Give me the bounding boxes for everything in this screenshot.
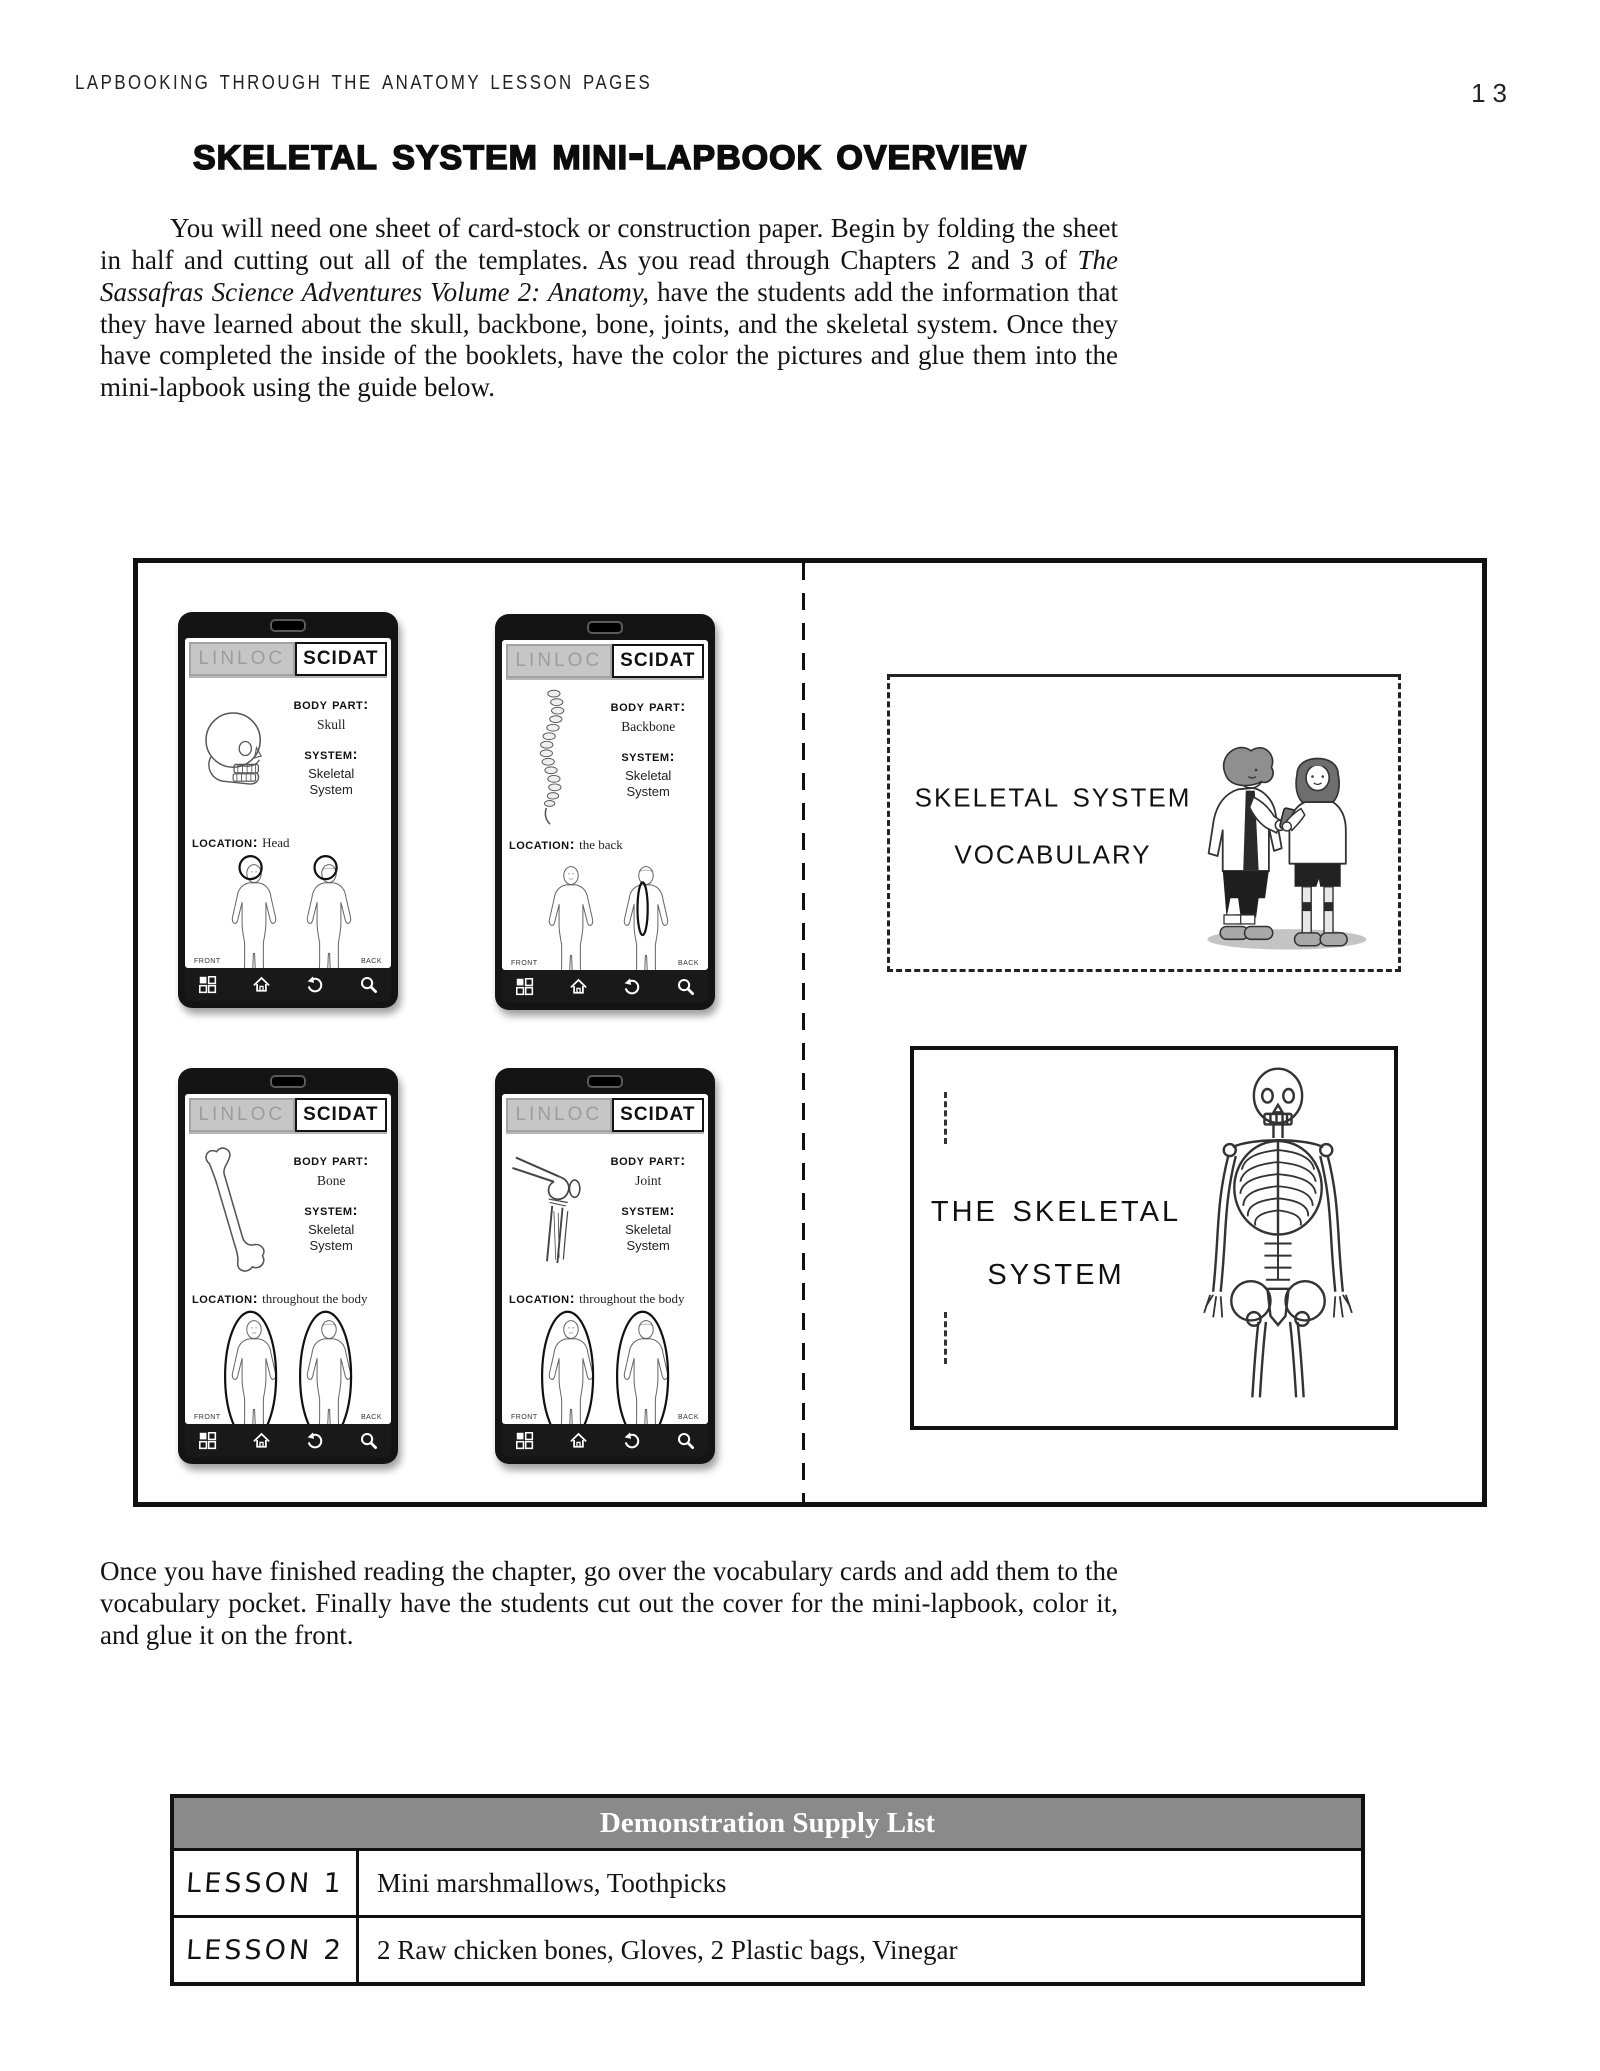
demonstration-supply-table xyxy=(170,1794,1365,1986)
body-part-value: Backbone xyxy=(621,719,676,734)
lesson-2-cell: LESSON 2 xyxy=(170,1917,360,1985)
home-icon xyxy=(252,975,271,994)
location-value: the back xyxy=(579,837,623,852)
vocabulary-pocket-card xyxy=(887,674,1401,972)
body-front-figure xyxy=(220,854,281,968)
location-label: location: xyxy=(192,834,259,851)
tab-scidat: SCIDAT xyxy=(612,1098,704,1132)
search-icon xyxy=(359,975,378,994)
system-value: Skeletal System xyxy=(625,1222,672,1254)
back-icon xyxy=(622,977,641,996)
body-front-figure xyxy=(220,1310,281,1424)
lapbook-guide-figure xyxy=(133,558,1487,1507)
back-label: back xyxy=(360,954,382,966)
tab-scidat: SCIDAT xyxy=(612,644,704,678)
tab-scidat: SCIDAT xyxy=(295,642,387,676)
skull-illustration xyxy=(192,682,278,830)
front-label: front xyxy=(511,956,538,968)
body-part-value: Joint xyxy=(635,1173,662,1188)
cut-mark xyxy=(944,1092,947,1144)
skeleton-illustration xyxy=(1180,1062,1376,1415)
scidat-phone-joint xyxy=(495,1068,715,1464)
scidat-phone-backbone xyxy=(495,614,715,1010)
tab-linloc: LINLOC xyxy=(506,644,612,678)
system-label: system: xyxy=(621,748,676,765)
cut-mark xyxy=(944,1312,947,1364)
back-icon xyxy=(305,975,324,994)
phone-navbar xyxy=(185,1424,391,1457)
tab-linloc: LINLOC xyxy=(189,642,295,676)
scidat-phone-bone xyxy=(178,1068,398,1464)
page-header xyxy=(75,64,1514,109)
tab-linloc: LINLOC xyxy=(506,1098,612,1132)
apps-grid-icon xyxy=(515,977,534,996)
two-kids-with-phone-illustration xyxy=(1174,738,1392,961)
lesson-1-supplies: Mini marshmallows, Toothpicks xyxy=(358,1850,1364,1917)
system-label: system: xyxy=(304,746,359,763)
closing-paragraph: Once you have finished reading the chapter, go over the vocabulary cards and add them to the vocabulary pocket. Finally have the students cut out the cover for the mini-lapbook, color it, and glue it on the front. xyxy=(100,1556,1118,1650)
intro-text-post: have the students add the information that they have learned about the skull, backbone, bone, joints, and the skeletal system. Once they have completed the inside of the booklets, have the color the pictures and glue them into the mini-lapbook using the guide below. xyxy=(100,276,1118,403)
phone-speaker xyxy=(587,621,623,634)
fold-line-divider xyxy=(802,563,805,1502)
body-location-diagram xyxy=(509,1310,701,1424)
body-part-label: body part: xyxy=(610,1152,686,1169)
phone-screen xyxy=(502,1094,708,1424)
body-back-figure xyxy=(295,1310,356,1424)
phone-screen xyxy=(502,640,708,970)
apps-grid-icon xyxy=(515,1431,534,1450)
back-icon xyxy=(305,1431,324,1450)
lesson-2-supplies: 2 Raw chicken bones, Gloves, 2 Plastic bags, Vinegar xyxy=(358,1917,1364,1985)
tab-linloc: LINLOC xyxy=(189,1098,295,1132)
front-label: front xyxy=(194,954,221,966)
search-icon xyxy=(676,1431,695,1450)
body-front-figure xyxy=(537,1310,598,1424)
body-part-label: body part: xyxy=(293,1152,369,1169)
phone-navbar xyxy=(502,970,708,1003)
scidat-phone-skull xyxy=(178,612,398,1008)
page-title: skeletal system mini-lapbook overview xyxy=(192,127,1028,180)
supply-table-header: Demonstration Supply List xyxy=(172,1796,1363,1850)
backbone-illustration xyxy=(509,684,595,832)
home-icon xyxy=(252,1431,271,1450)
back-label: back xyxy=(360,1410,382,1422)
back-label: back xyxy=(677,1410,699,1422)
table-row xyxy=(172,1917,1363,1985)
body-front-figure xyxy=(537,856,598,970)
location-label: location: xyxy=(509,836,576,853)
system-value: Skeletal System xyxy=(308,766,355,798)
body-part-value: Skull xyxy=(316,717,346,732)
body-back-figure xyxy=(295,854,356,968)
phone-speaker xyxy=(270,1075,306,1088)
system-label: system: xyxy=(304,1202,359,1219)
body-location-diagram xyxy=(192,1310,384,1424)
table-row xyxy=(172,1850,1363,1917)
body-back-figure xyxy=(612,856,673,970)
home-icon xyxy=(569,1431,588,1450)
phone-speaker xyxy=(270,619,306,632)
page-number: 13 xyxy=(1471,78,1514,108)
phone-screen xyxy=(185,1094,391,1424)
lesson-1-cell: LESSON 1 xyxy=(170,1850,360,1917)
bone-illustration xyxy=(192,1138,278,1286)
system-label: system: xyxy=(621,1202,676,1219)
phone-navbar xyxy=(185,968,391,1001)
intro-text-pre: You will need one sheet of card-stock or construction paper. Begin by folding the sheet in half and cutting out all of the templates. As you read through Chapters 2 and 3 of xyxy=(100,213,1118,275)
front-label: front xyxy=(511,1410,538,1422)
body-back-figure xyxy=(612,1310,673,1424)
phone-navbar xyxy=(502,1424,708,1457)
system-value: Skeletal System xyxy=(308,1222,355,1254)
lapbook-cover-card xyxy=(910,1046,1398,1430)
apps-grid-icon xyxy=(198,1431,217,1450)
search-icon xyxy=(359,1431,378,1450)
location-label: location: xyxy=(192,1290,259,1307)
front-label: front xyxy=(194,1410,221,1422)
book-title-italic: The Sassafras Science Adventures Volume 2: Anatomy, xyxy=(100,244,1118,307)
joint-illustration xyxy=(509,1138,595,1286)
search-icon xyxy=(676,977,695,996)
back-icon xyxy=(622,1431,641,1450)
location-value: throughout the body xyxy=(579,1291,685,1306)
phone-speaker xyxy=(587,1075,623,1088)
phone-screen xyxy=(185,638,391,968)
body-part-label: body part: xyxy=(610,698,686,715)
intro-paragraph xyxy=(100,213,1118,404)
body-part-value: Bone xyxy=(316,1173,346,1188)
back-label: back xyxy=(677,956,699,968)
apps-grid-icon xyxy=(198,975,217,994)
body-part-label: body part: xyxy=(293,696,369,713)
system-value: Skeletal System xyxy=(625,768,672,800)
body-location-diagram xyxy=(192,854,384,968)
body-location-diagram xyxy=(509,856,701,970)
cover-card-title: the skeletal system xyxy=(930,1183,1182,1293)
running-header-text: lapbooking through the anatomy lesson pages xyxy=(75,64,653,96)
location-value: Head xyxy=(262,835,290,850)
vocabulary-card-title: skeletal system vocabulary xyxy=(914,773,1192,872)
location-value: throughout the body xyxy=(262,1291,368,1306)
tab-scidat: SCIDAT xyxy=(295,1098,387,1132)
location-label: location: xyxy=(509,1290,576,1307)
home-icon xyxy=(569,977,588,996)
